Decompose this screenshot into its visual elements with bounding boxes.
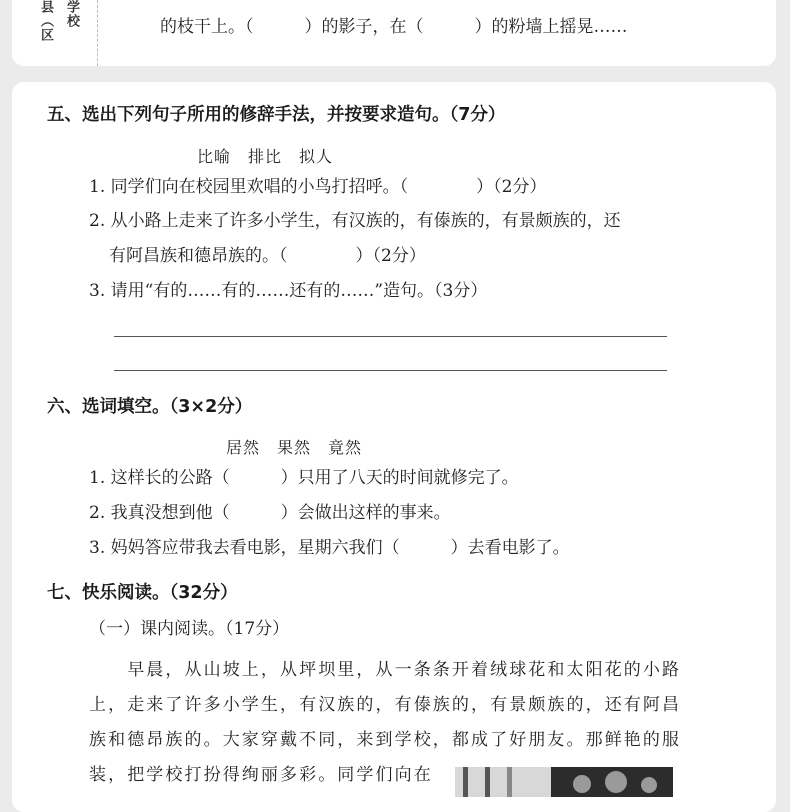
section-6-heading: 六、选词填空。（3×2分） bbox=[47, 397, 253, 417]
section-5-question-3: 3. 请用“有的……有的……还有的……”造句。（3分） bbox=[89, 281, 488, 301]
section-5-question-1: 1. 同学们向在校园里欢唱的小鸟打招呼。（ ）（2分） bbox=[89, 177, 547, 197]
school-label: 学校 bbox=[64, 0, 79, 28]
passage-illustration bbox=[455, 767, 673, 797]
section-5-options: 比喻 排比 拟人 bbox=[197, 147, 334, 166]
section-5-question-2: 2. 从小路上走来了许多小学生，有汉族的，有傣族的，有景颇族的，还 bbox=[89, 211, 621, 231]
county-label: 县（区 bbox=[38, 0, 53, 42]
previous-question-fragment: 的枝干上。（ ）的影子，在（ ）的粉墙上摇晃…… bbox=[160, 17, 628, 37]
section-6-options: 居然 果然 竟然 bbox=[226, 438, 363, 457]
reading-passage-line-1: 早晨，从山坡上，从坪坝里，从一条条开着绒球花和太阳花的小路 bbox=[89, 660, 682, 680]
reading-passage-line-4: 装，把学校打扮得绚丽多彩。同学们向在 bbox=[89, 765, 433, 785]
reading-subheading: （一）课内阅读。（17分） bbox=[89, 619, 290, 639]
section-6-question-3: 3. 妈妈答应带我去看电影，星期六我们（ ）去看电影了。 bbox=[89, 538, 570, 558]
binding-margin-line bbox=[97, 0, 98, 66]
section-5-question-2-cont: 有阿昌族和德昂族的。（ ）（2分） bbox=[109, 246, 426, 266]
answer-line-1[interactable] bbox=[114, 336, 667, 337]
section-6-question-1: 1. 这样长的公路（ ）只用了八天的时间就修完了。 bbox=[89, 468, 519, 488]
reading-passage-line-3: 族和德昂族的。大家穿戴不同，来到学校，都成了好朋友。那鲜艳的服 bbox=[89, 730, 682, 750]
section-7-heading: 七、快乐阅读。（32分） bbox=[47, 583, 238, 603]
section-5-heading: 五、选出下列句子所用的修辞手法，并按要求造句。（7分） bbox=[47, 105, 506, 125]
reading-passage-line-2: 上，走来了许多小学生，有汉族的，有傣族的，有景颇族的，还有阿昌 bbox=[89, 695, 682, 715]
answer-line-2[interactable] bbox=[114, 370, 667, 371]
section-6-question-2: 2. 我真没想到他（ ）会做出这样的事来。 bbox=[89, 503, 451, 523]
